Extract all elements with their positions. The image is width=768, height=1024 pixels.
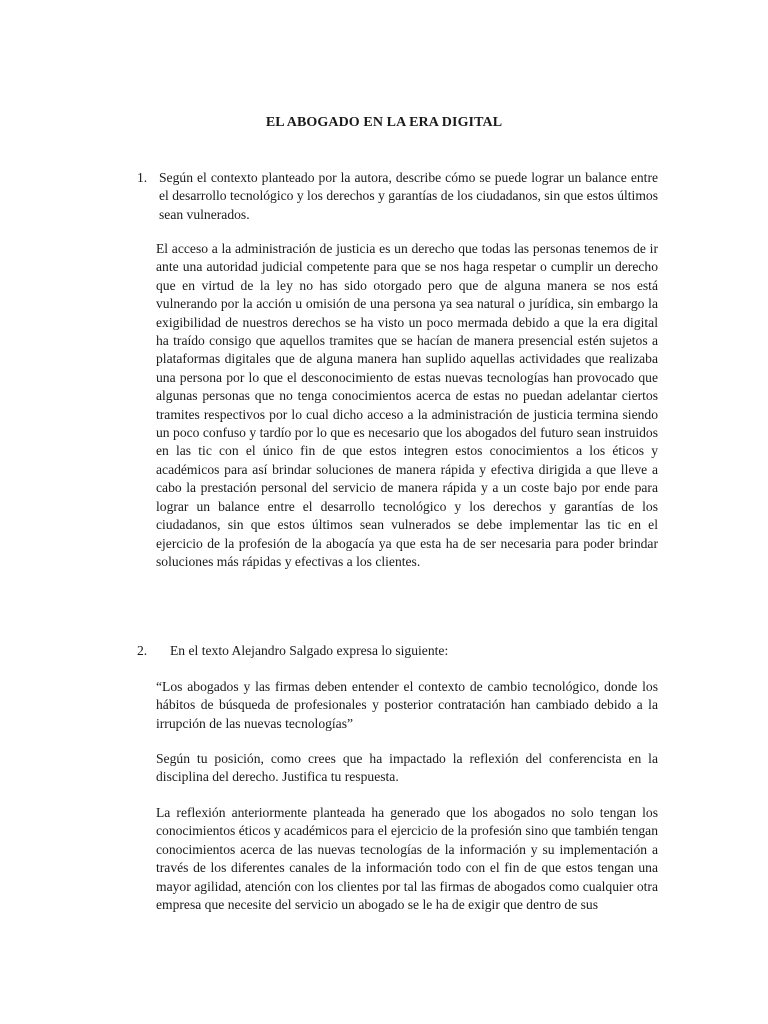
document-title: EL ABOGADO EN LA ERA DIGITAL <box>265 115 503 130</box>
question-1-text: Según el contexto planteado por la autora, describe cómo se puede lograr un balance entre el desarrollo tecnológico y los derechos y garantías de los ciudadanos, sin que estos últimos sean vulnerados. <box>159 170 658 222</box>
question-2-prompt: Según tu posición, como crees que ha impactado la reflexión del conferencista en la disciplina del derecho. Justifica tu respuesta. <box>156 751 658 785</box>
question-2-answer: La reflexión anteriormente planteada ha generado que los abogados no solo tengan los conocimientos éticos y académicos para el ejercicio de la profesión sino que también tengan conocimientos acerca de las nuevas tecnologías de la información y su implementación a través de los diferentes canales de la información todo con el fin de que estos tengan una mayor agilidad, atención con los clientes por tal las firmas de abogados como cualquier otra empresa que necesite del servicio un abogado se le ha de exigir que dentro de sus <box>156 805 658 913</box>
question-2-number: 2. <box>137 643 148 658</box>
question-1-number: 1. <box>137 170 148 185</box>
question-2-text: En el texto Alejandro Salgado expresa lo siguiente: <box>170 643 449 658</box>
question-2-quote: “Los abogados y las firmas deben entender el contexto de cambio tecnológico, donde los hábitos de búsqueda de profesionales y posterior contratación han cambiado debido a la irrupción de las nuevas tecnologías” <box>156 679 658 731</box>
question-1-answer: El acceso a la administración de justicia es un derecho que todas las personas tenemos de ir ante una autoridad judicial competente para que se nos haga respetar o cumplir un derecho que en virtud de la ley no has sido otorgado pero que de alguna manera se nos está vulnerando por la acción u omisión de una persona ya sea natural o jurídica, sin embargo la exigibilidad de nuestros derechos se ha visto un poco mermada debido a que la era digital ha traído consigo que aquellos tramites que se hacían de manera presencial estén sujetos a plataformas digitales que de alguna manera han suplido aquellas actividades que realizaba una persona por lo que el desconocimiento de estas nuevas tecnologías han provocado que algunas personas que no tenga conocimientos acerca de estas no puedan adelantar ciertos tramites respectivos por lo cual dicho acceso a la administración de justicia termina siendo un poco confuso y tardío por lo que es necesario que los abogados del futuro sean instruidos en las tic con el único fin de que estos integren estos conocimientos a los éticos y académicos para así brindar soluciones de manera rápida y efectiva dirigida a que lleve a cabo la prestación personal del servicio de manera rápida y a un coste bajo por ende para lograr un balance entre el desarrollo tecnológico y los derechos y garantías de los ciudadanos, sin que estos últimos sean vulnerados se debe implementar las tic en el ejercicio de la profesión de la abogacía ya que esta ha de ser necesaria para poder brindar soluciones más rápidas y efectivas a los clientes. <box>156 241 658 569</box>
